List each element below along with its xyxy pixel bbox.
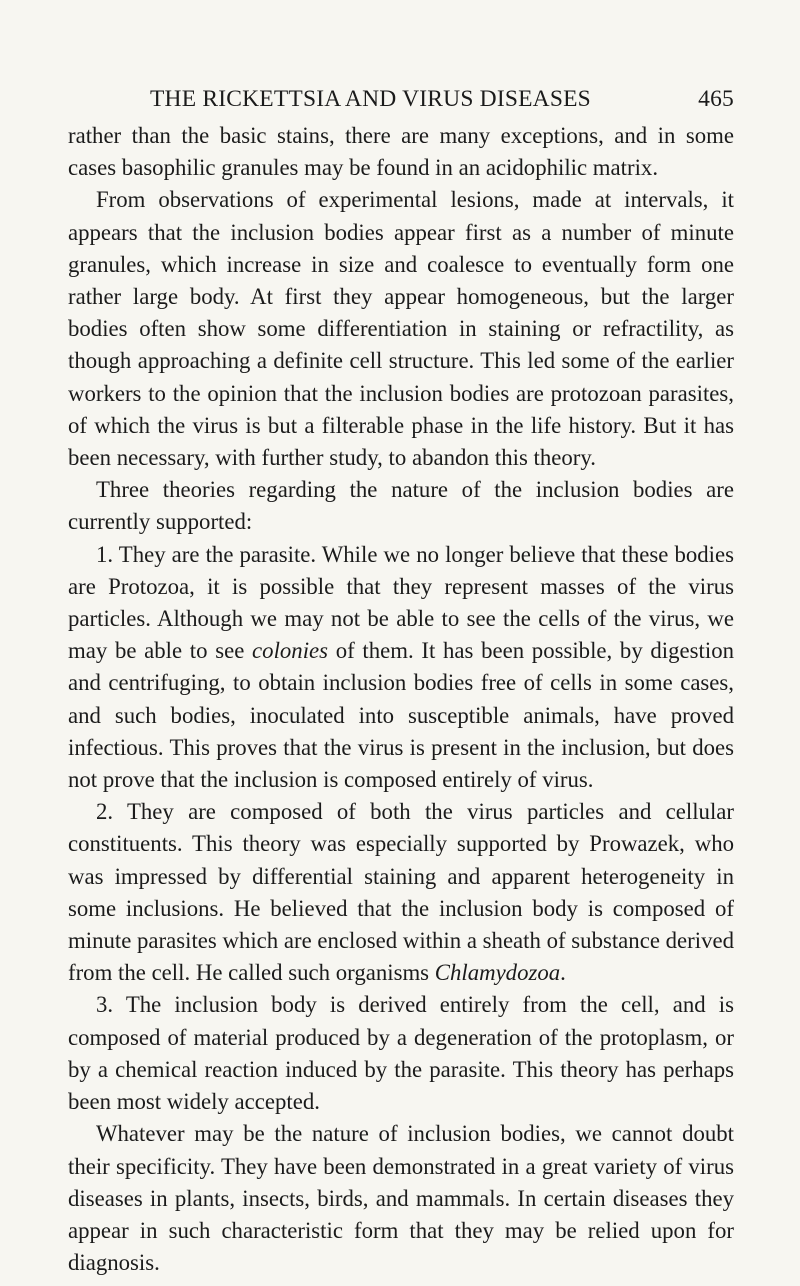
paragraph: 3. The inclusion body is derived entirely from the cell, and is composed of material produced by a degeneration of the protoplasm, or by a chemical reaction induced by the parasite. This theory has perhaps been most widely accepted. (68, 992, 734, 1115)
paragraph-text: 2. They are composed of both the virus particles and cellular constituents. This theory was especially supported by Prowazek, who was impressed by differential staining and apparent heterogeneity in some inclusions. He believed that the inclusion body is composed of minute parasites which are enclosed within a sheath of substance derived from the cell. He called such organisms (68, 799, 734, 986)
italic-term: colonies (252, 638, 329, 664)
paragraph: From observations of experimental lesions, made at intervals, it appears that the inclusion bodies appear first as a number of minute granules, which increase in size and coalesce to eventually form one rather large body. At first they appear homogeneous, but the larger bodies often show some differentiation in staining or refractility, as though approaching a definite cell structure. This led some of the earlier workers to the opinion that the inclusion bodies are protozoan parasites, of which the virus is but a filterable phase in the life history. But it has been necessary, with further study, to abandon this theory. (68, 187, 734, 471)
paragraph: Whatever may be the nature of inclusion bodies, we cannot doubt their specificity. They have been demonstrated in a great variety of virus diseases in plants, insects, birds, and mammals. In certain diseases they appear in such characteristic form that they may be relied upon for diagnosis. (68, 1121, 734, 1276)
italic-term: Chlamydozoa (434, 960, 561, 986)
body-text (68, 120, 734, 1279)
paragraph: rather than the basic stains, there are many exceptions, and in some cases basophilic granules may be found in an acidophilic matrix. (68, 123, 734, 181)
running-title: THE RICKETTSIA AND VIRUS DISEASES (150, 86, 591, 112)
running-head (68, 80, 734, 116)
paragraph (68, 539, 734, 797)
paragraph: Three theories regarding the nature of the inclusion bodies are currently supported: (68, 477, 734, 535)
paragraph (68, 796, 734, 989)
paragraph-text: 1. They are the parasite. While we no longer believe that these bodies are Protozoa, it is possible that they represent masses of the virus particles. Although we may not be able to see the cells of the virus, we may be able to see (68, 541, 734, 664)
page-number: 465 (698, 86, 734, 112)
paragraph-text: of them. It has been possible, by digestion and centrifuging, to obtain inclusion bodies free of cells in some cases, and such bodies, inoculated into susceptible animals, have proved infectious. This proves that the virus is present in the inclusion, but does not prove that the inclusion is composed entirely of virus. (68, 638, 734, 793)
paragraph-text: . (560, 960, 566, 986)
book-page (68, 80, 734, 1279)
